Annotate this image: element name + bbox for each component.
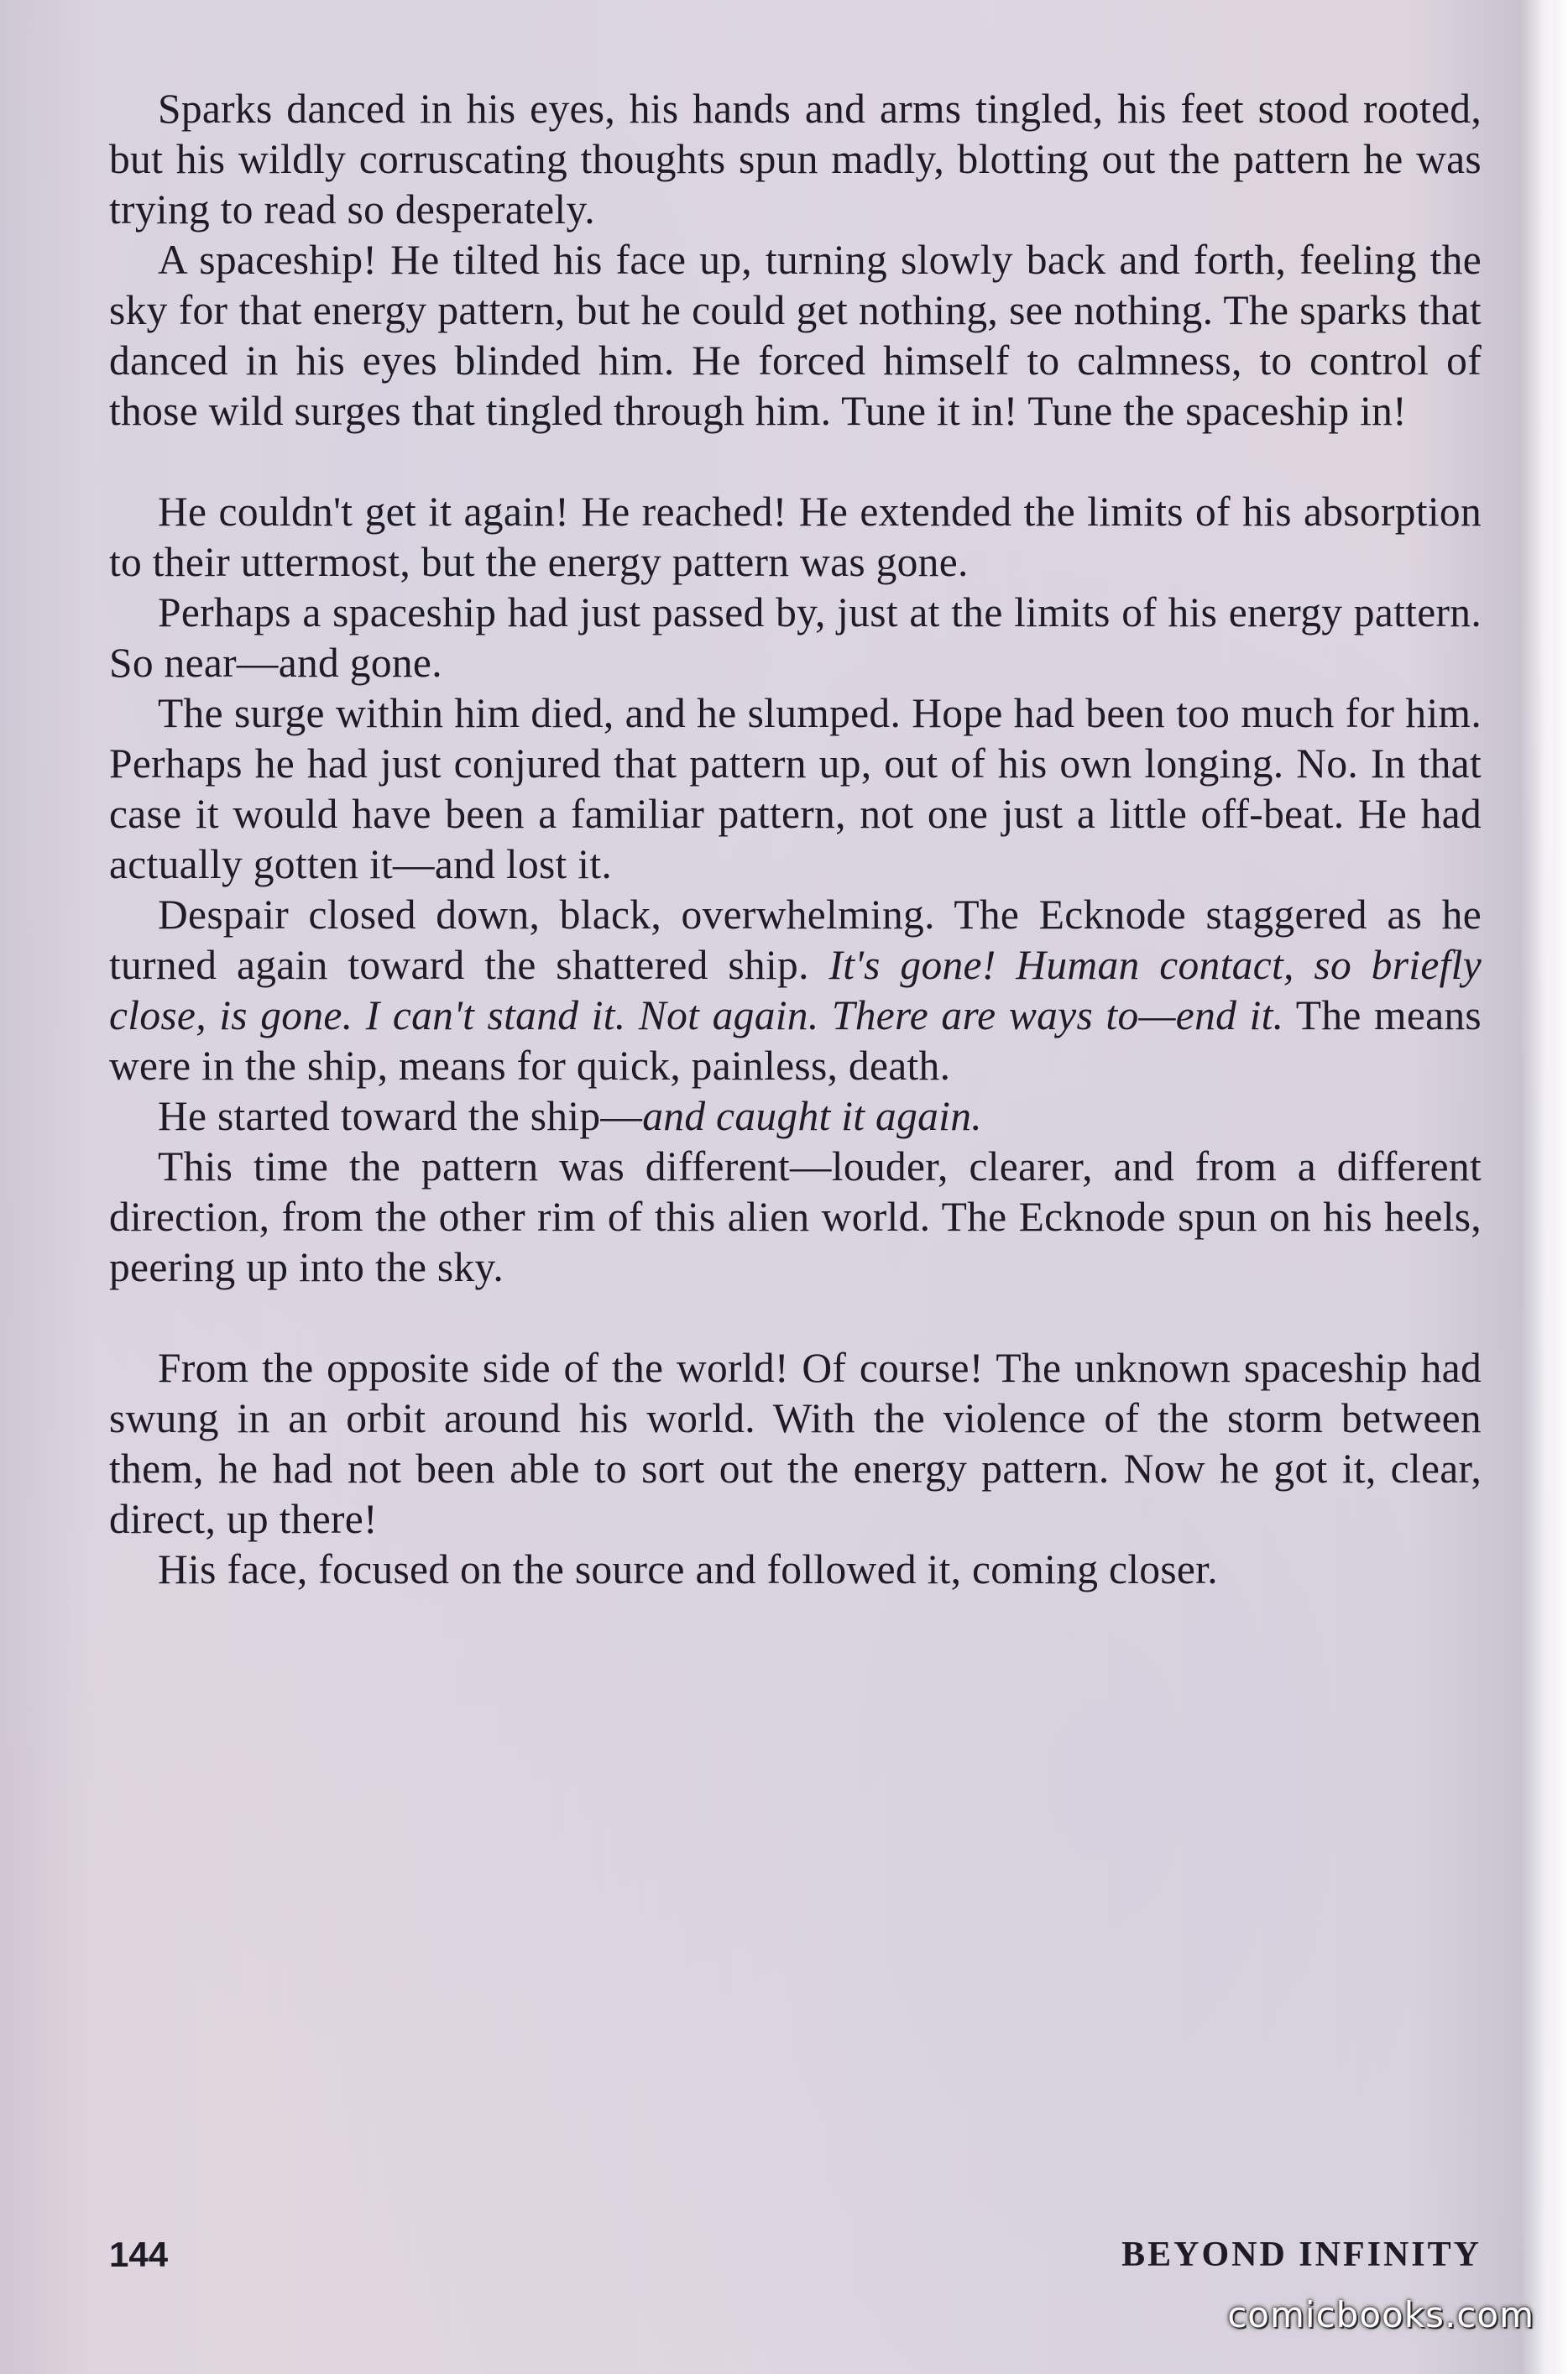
paragraph <box>109 1545 1482 1595</box>
paragraph <box>109 688 1482 890</box>
italic-text: and caught it again. <box>642 1093 982 1139</box>
text-run: He couldn't get it again! He reached! He extended the limits of his absorption to their uttermost, but the energy pattern was gone. <box>109 489 1482 585</box>
story-text <box>109 84 1482 1595</box>
paragraph <box>109 1343 1482 1545</box>
paragraph <box>109 588 1482 688</box>
paragraph <box>109 1142 1482 1293</box>
watermark: comicbooks.com <box>1227 2294 1534 2335</box>
page-footer <box>109 2235 1482 2285</box>
running-title: BEYOND INFINITY <box>1121 2235 1482 2274</box>
paragraph <box>109 487 1482 588</box>
text-run: Despair closed down, black, overwhelming. The Ecknode staggered as he turned again toward the shattered ship. <box>109 892 1482 988</box>
text-run: Sparks danced in his eyes, his hands and arms tingled, his feet stood rooted, but his wildly corruscating thoughts spun madly, blotting out the pattern he was trying to read so desperately. <box>109 86 1482 233</box>
text-run: The means were in the ship, means for quick, painless, death. <box>109 992 1482 1089</box>
text-run: The surge within him died, and he slumped. Hope had been too much for him. Perhaps he had just conjured that pattern up, out of his own longing. No. In that case it would have been a familiar pattern, not one just a little off-beat. He had actually gotten it—and lost it. <box>109 690 1482 887</box>
text-run: This time the pattern was different—louder, clearer, and from a different direction, from the other rim of this alien world. The Ecknode spun on his heels, peering up into the sky. <box>109 1143 1482 1290</box>
paragraph <box>109 235 1482 437</box>
italic-text: It's gone! Human contact, so briefly close, is gone. I can't stand it. Not again. There are ways to—end it. <box>109 942 1482 1038</box>
page-number: 144 <box>109 2235 169 2274</box>
paragraph <box>109 890 1482 1091</box>
page-edge <box>1538 0 1568 2374</box>
text-run: Perhaps a spaceship had just passed by, just at the limits of his energy pattern. So near—and gone. <box>109 589 1482 686</box>
text-run: A spaceship! He tilted his face up, turning slowly back and forth, feeling the sky for that energy pattern, but he could get nothing, see nothing. The sparks that danced in his eyes blinded him. He forced himself to calmness, to control of those wild surges that tingled through him. Tune it in! Tune the spaceship in! <box>109 237 1482 434</box>
paragraph <box>109 1091 1482 1142</box>
paragraph <box>109 84 1482 235</box>
text-run: From the opposite side of the world! Of course! The unknown spaceship had swung in an orbit around his world. With the violence of the storm between them, he had not been able to sort out the energy pattern. Now he got it, clear, direct, up there! <box>109 1345 1482 1542</box>
text-run: He started toward the ship— <box>158 1093 643 1139</box>
text-run: His face, focused on the source and followed it, coming closer. <box>158 1546 1218 1592</box>
